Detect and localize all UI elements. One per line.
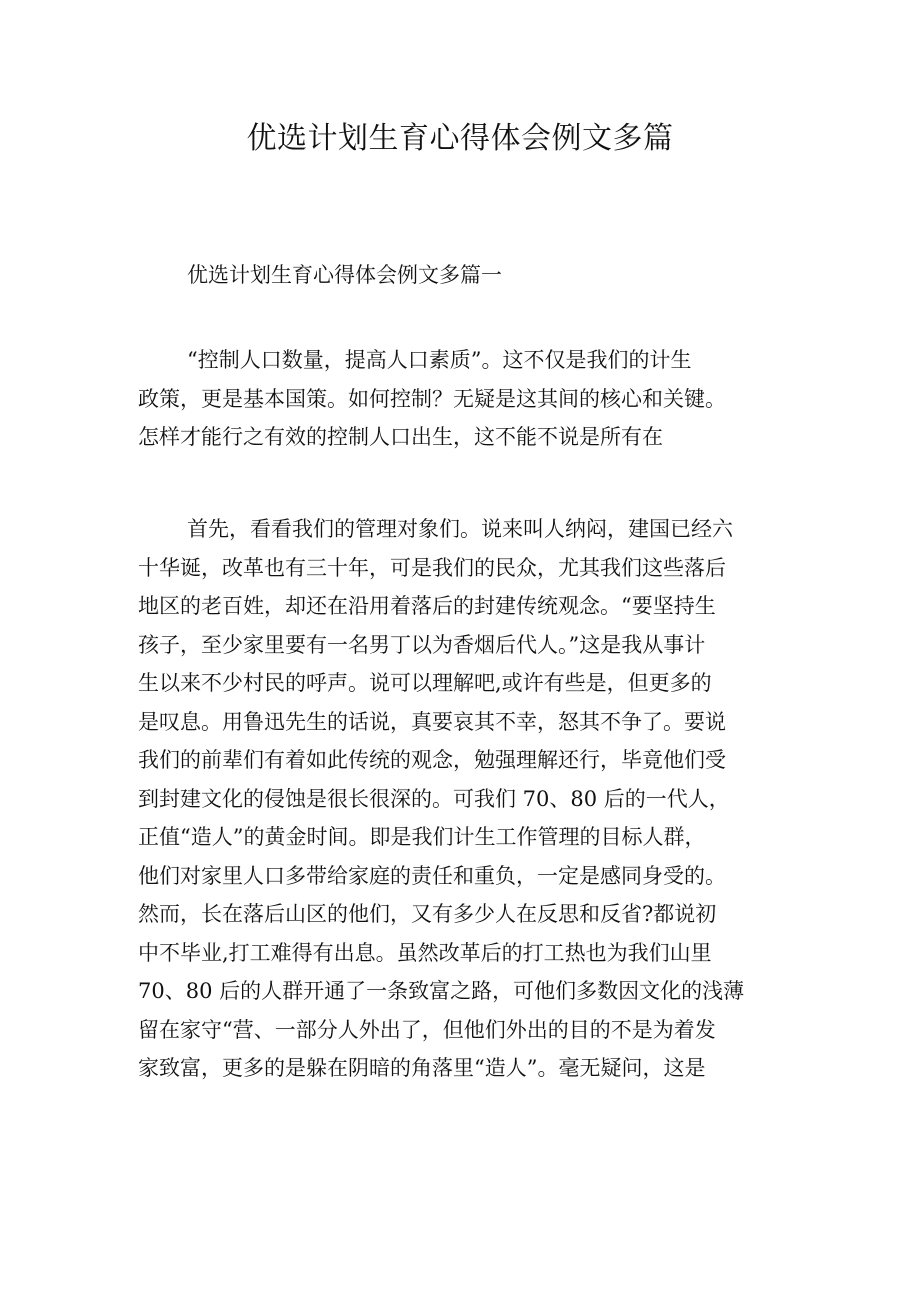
paragraph-2 bbox=[138, 510, 788, 1088]
document-title: 优选计划生育心得体会例文多篇 bbox=[246, 121, 674, 156]
paragraph-line: 中不毕业,打工难得有出息。虽然改革后的打工热也为我们山里 bbox=[138, 940, 712, 965]
paragraph-line: 怎样才能行之有效的控制人口出生，这不能不说是所有在 bbox=[138, 425, 663, 449]
paragraph-line: 留在家守“营、一部分人外出了，但他们外出的目的不是为着发 bbox=[138, 1017, 716, 1042]
paragraph-line: 家致富，更多的是躲在阴暗的角落里“造人”。毫无疑问，这是 bbox=[138, 1056, 706, 1080]
paragraph-line: 是叹息。用鲁迅先生的话说，真要哀其不幸，怒其不争了。要说 bbox=[138, 709, 726, 734]
paragraph-line: 孩子，至少家里要有一名男丁以为香烟后代人。”这是我从事计 bbox=[138, 632, 706, 657]
section-heading: 优选计划生育心得体会例文多篇一 bbox=[187, 263, 502, 287]
paragraph-line: 十华诞，改革也有三十年，可是我们的民众，尤其我们这些落后 bbox=[138, 555, 726, 580]
paragraph-line: 地区的老百姓，却还在沿用着落后的封建传统观念。“要坚持生 bbox=[138, 594, 716, 618]
paragraph-line: “控制人口数量，提高人口素质”。这不仅是我们的计生 bbox=[187, 348, 692, 372]
paragraph-line: 然而，长在落后山区的他们，又有多少人在反思和反省?都说初 bbox=[138, 902, 717, 926]
paragraph-line: 首先，看看我们的管理对象们。说来叫人纳闷，建国已经六 bbox=[187, 517, 733, 541]
paragraph-1 bbox=[138, 341, 788, 457]
paragraph-line: 正值“造人”的黄金时间。即是我们计生工作管理的目标人群， bbox=[138, 825, 706, 849]
paragraph-line: 到封建文化的侵蚀是很长很深的。可我们 70、80 后的一代人， bbox=[138, 786, 730, 811]
paragraph-line: 政策，更是基本国策。如何控制？无疑是这其间的核心和关键。 bbox=[138, 386, 726, 411]
paragraph-line: 我们的前辈们有着如此传统的观念，勉强理解还行，毕竟他们受 bbox=[138, 748, 726, 772]
paragraph-line: 70、80 后的人群开通了一条致富之路，可他们多数因文化的浅薄 bbox=[138, 979, 745, 1003]
paragraph-line: 他们对家里人口多带给家庭的责任和重负，一定是感同身受的。 bbox=[138, 863, 726, 888]
paragraph-line: 生以来不少村民的呼声。说可以理解吧,或许有些是，但更多的 bbox=[138, 671, 712, 695]
